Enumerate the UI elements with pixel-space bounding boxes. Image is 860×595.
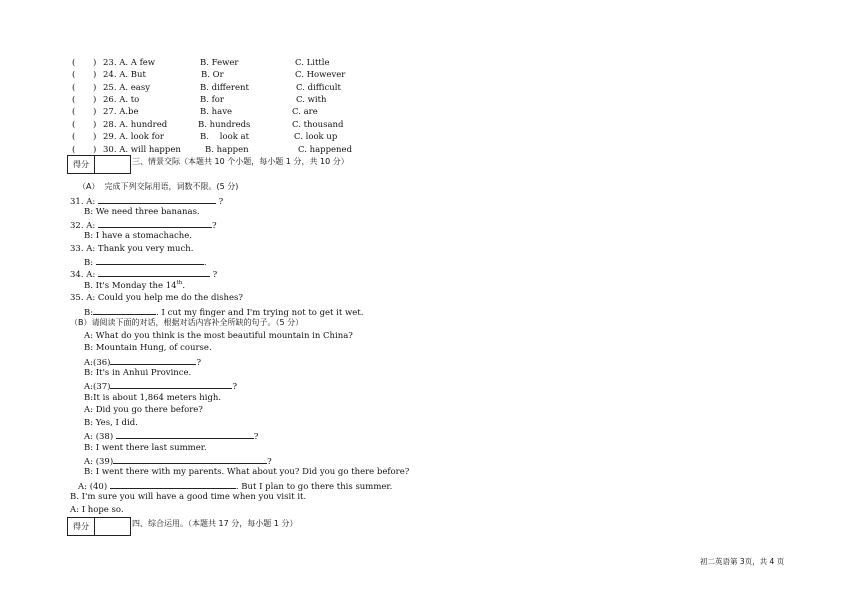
blank-37[interactable] [110, 380, 232, 389]
choice-b: B. look at [200, 132, 250, 142]
dialogue-line: B: It's in Anhui Province. [84, 368, 192, 378]
partA-title: （A） 完成下列交际用语，词数不限。(5 分) [78, 182, 239, 191]
dialogue-line-37 [84, 380, 237, 392]
score-label: 得分 [68, 156, 95, 173]
choice-c: C. thousand [292, 120, 344, 130]
answer-paren-open: ( [72, 70, 76, 80]
blank-40[interactable] [110, 480, 236, 489]
answer-paren-close: ) [93, 58, 97, 68]
dialogue-line: B: I went there last summer. [84, 443, 207, 453]
section4-title: 四、综合运用。（本题共 17 分，每小题 1 分） [132, 519, 298, 528]
q36-end: ? [196, 358, 202, 368]
choice-b: B. for [200, 95, 224, 105]
choice-b: B. different [200, 83, 249, 93]
score-label: 得分 [68, 518, 95, 535]
dialogue-line-36 [84, 356, 201, 368]
q34-answer-text: B. It's Monday the 14 [84, 281, 177, 291]
blank-36[interactable] [110, 356, 196, 365]
choice-a: 28. A. hundred [103, 120, 168, 130]
answer-paren-open: ( [72, 107, 76, 117]
q40-rest: . But I plan to go there this summer. [235, 482, 393, 492]
blank-33[interactable] [96, 256, 204, 265]
answer-paren-open: ( [72, 58, 76, 68]
q31-end: ? [218, 197, 224, 207]
partB-title: （B）请阅读下面的对话，根据对话内容补全所缺的句子。（5 分） [70, 318, 304, 327]
choice-b: B. hundreds [198, 120, 251, 130]
q32-prefix: 32. A: [70, 221, 98, 231]
choice-b: B. Fewer [200, 58, 239, 68]
choice-c: C. difficult [296, 83, 341, 93]
choice-a: 29. A. look for [103, 132, 164, 142]
choice-a: 26. A. to [103, 95, 140, 105]
dialogue-line: B: Mountain Hung, of course. [84, 343, 212, 353]
q33-prefix: B: [84, 258, 96, 268]
q34-end: ? [209, 270, 218, 280]
q34-prefix: 34. A: [70, 270, 98, 280]
q39-prefix: A: (39) [84, 457, 114, 467]
answer-paren-close: ) [93, 145, 97, 155]
score-box-section4 [67, 517, 131, 536]
answer-paren-open: ( [72, 120, 76, 130]
dialogue-line: A: Did you go there before? [84, 405, 203, 415]
choice-b: B. have [200, 107, 233, 117]
dialogue-line-38 [84, 430, 258, 442]
q37-end: ? [232, 382, 238, 392]
choice-c: C. However [295, 70, 346, 80]
q34-answer [84, 281, 185, 291]
q36-prefix: A:(36) [84, 358, 111, 368]
dialogue-line: A: What do you think is the most beautiful mountain in China? [84, 331, 353, 341]
answer-paren-open: ( [72, 95, 76, 105]
q38-end: ? [253, 432, 259, 442]
answer-paren-open: ( [72, 83, 76, 93]
choice-c: C. Little [295, 58, 330, 68]
q33-end: . [203, 258, 207, 268]
choice-c: C. with [296, 95, 327, 105]
dialogue-line: B. I'm sure you will have a good time when you visit it. [70, 492, 307, 502]
answer-paren-close: ) [93, 120, 97, 130]
choice-a: 30. A. will happen [103, 145, 181, 155]
answer-paren-close: ) [93, 95, 97, 105]
q37-prefix: A:(37) [84, 382, 111, 392]
q32-line [70, 219, 217, 231]
blank-38[interactable] [116, 430, 254, 439]
answer-paren-close: ) [93, 132, 97, 142]
q33-question: 33. A: Thank you very much. [70, 244, 194, 254]
blank-35[interactable] [93, 306, 156, 315]
blank-31[interactable] [98, 195, 216, 204]
q31-answer: B: We need three bananas. [84, 207, 200, 217]
q34-answer-end: . [182, 281, 186, 291]
dialogue-line-39 [84, 455, 272, 467]
answer-paren-open: ( [72, 132, 76, 142]
q38-prefix: A: (38) [84, 432, 116, 442]
q31-line [70, 195, 223, 207]
choice-a: 24. A. But [103, 70, 146, 80]
choice-c: C. are [292, 107, 318, 117]
q40-prefix: A: (40) [78, 482, 110, 492]
q35-rest: . I cut my finger and I'm trying not to get it wet. [156, 308, 364, 318]
q35-question: 35. A: Could you help me do the dishes? [70, 293, 243, 303]
answer-paren-close: ) [93, 107, 97, 117]
dialogue-line: B: Yes, I did. [84, 418, 138, 428]
answer-paren-close: ) [93, 70, 97, 80]
choice-c: C. look up [294, 132, 338, 142]
q33-line [84, 256, 207, 268]
choice-a: 25. A. easy [103, 83, 151, 93]
score-box-section3 [67, 155, 131, 174]
q39-end: ? [267, 457, 272, 467]
choice-a: 27. A.be [103, 107, 139, 117]
page-footer: 初二英语第 3页，共 4 页 [700, 557, 785, 566]
q32-end: ? [211, 221, 217, 231]
choice-b: B. happen [205, 145, 249, 155]
choice-a: 23. A. A few [103, 58, 156, 68]
dialogue-line: B: I went there with my parents. What about you? Did you go there before? [84, 467, 410, 477]
q34-superscript: th [176, 280, 183, 287]
blank-32[interactable] [98, 219, 212, 228]
q34-line [70, 268, 217, 280]
q35-line [84, 306, 363, 318]
dialogue-line: A: I hope so. [70, 505, 124, 515]
q31-prefix: 31. A: [70, 197, 98, 207]
q35-prefix: B: [84, 308, 94, 318]
choice-c: C. happened [298, 145, 353, 155]
answer-paren-close: ) [93, 83, 97, 93]
choice-b: B. Or [201, 70, 224, 80]
dialogue-line-40 [78, 480, 392, 492]
answer-paren-open: ( [72, 145, 76, 155]
q32-answer: B: I have a stomachache. [84, 231, 193, 241]
blank-39[interactable] [113, 455, 267, 464]
dialogue-line: B:It is about 1,864 meters high. [84, 393, 222, 403]
section3-title: 三、情景交际（本题共 10 个小题，每小题 1 分，共 10 分） [132, 157, 349, 166]
blank-34[interactable] [98, 268, 210, 277]
